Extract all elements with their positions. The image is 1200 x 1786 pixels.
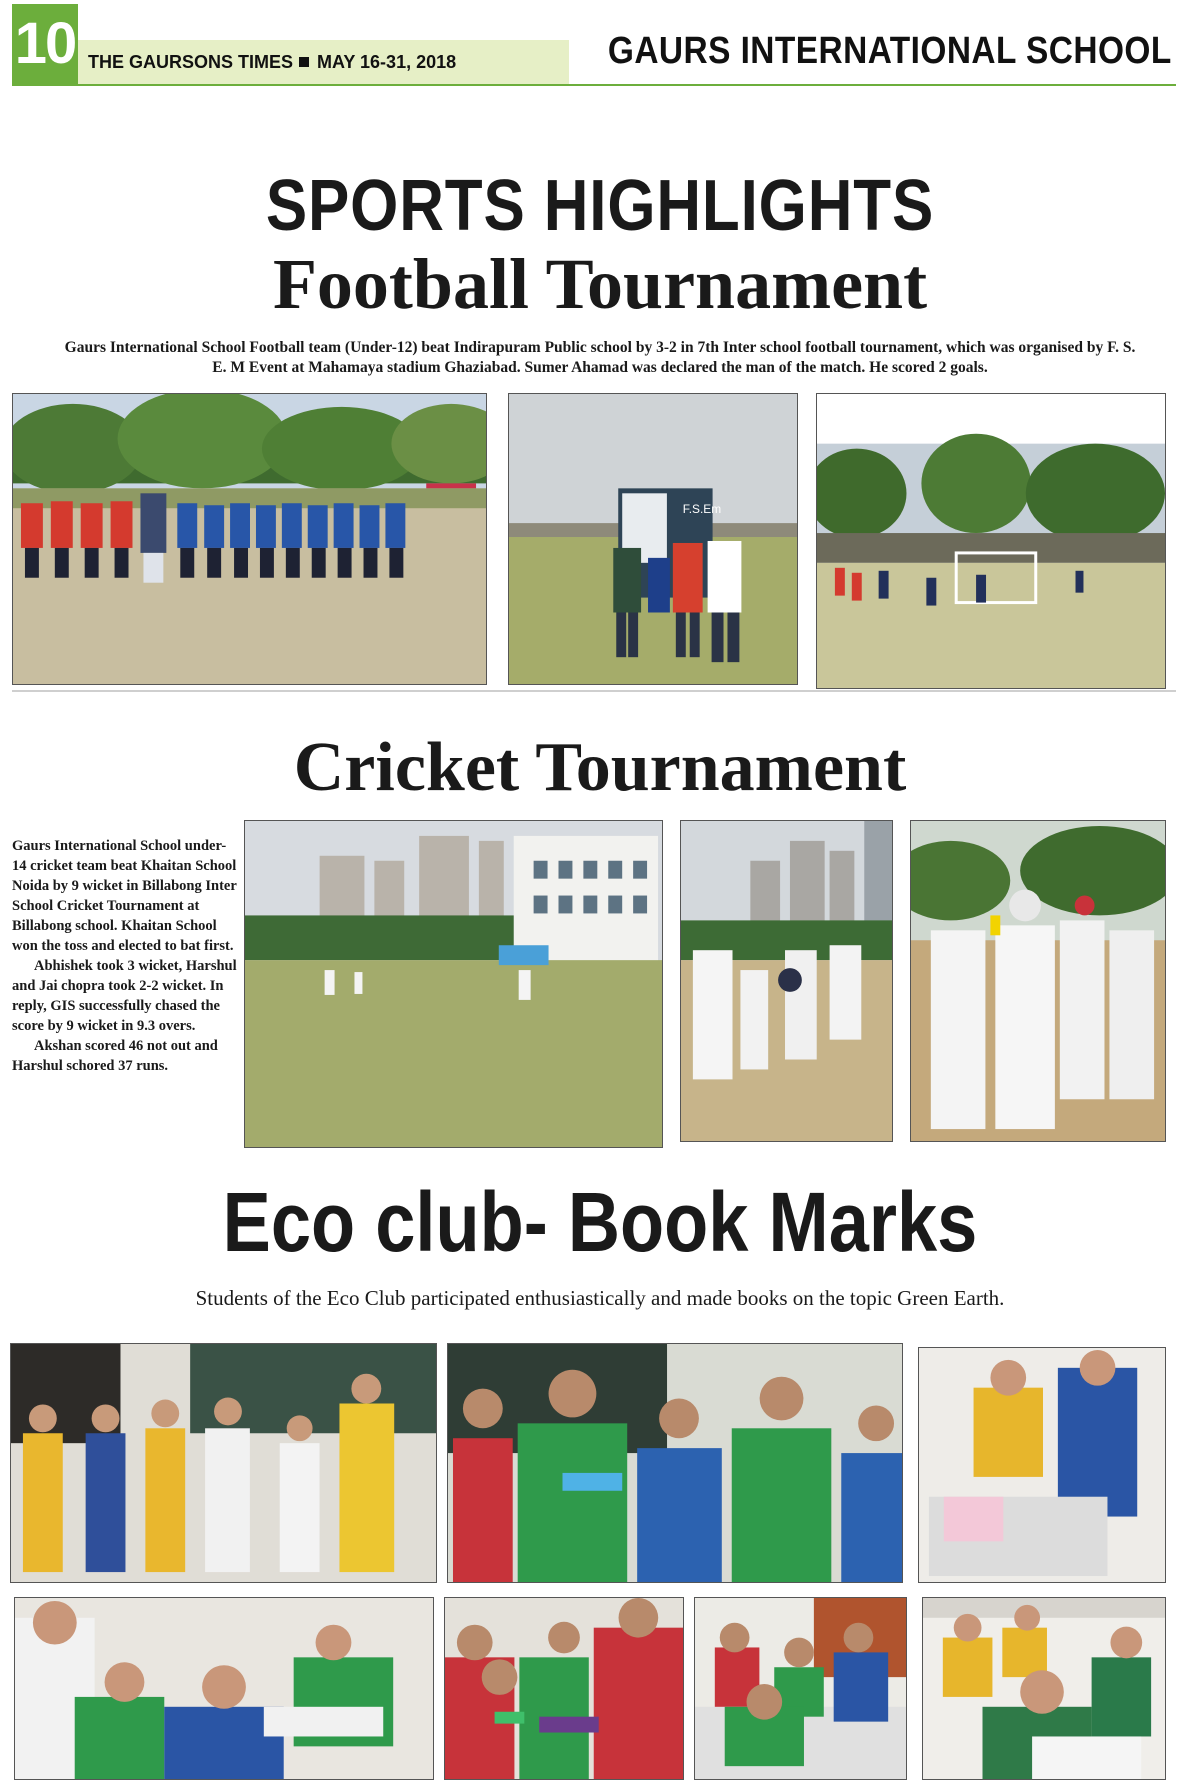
eco-craft-photo-5 [922,1597,1166,1780]
eco-craft-photo-4 [694,1597,907,1780]
football-heading: Football Tournament [272,244,928,324]
cricket-paragraph-3: Akshan scored 46 not out and Harshul schored 37 runs. [12,1038,218,1074]
eco-group-photo-1 [10,1343,437,1583]
separator-square [299,57,309,67]
publication-name: THE GAURSONS TIMES [88,52,294,72]
header-rule [12,84,1176,86]
cricket-ground-photo [244,820,663,1148]
cricket-paragraph-2: Abhishek took 3 wicket, Harshul and Jai chopra took 2-2 wicket. In reply, GIS successfully chased the score by 9 wicket in 9.3 overs. [12,958,237,1034]
school-name: GAURS INTERNATIONAL SCHOOL [608,30,1172,72]
eco-craft-photo-3 [444,1597,684,1780]
section-divider [12,690,1176,692]
football-match-photo [816,393,1166,689]
football-article-text: Gaurs International School Football team (Under-12) beat Indirapuram Public school by 3-2 in 7th Inter school football tournament, which was organised by F. S. E. M Event at Mahamaya stadium Ghaziabad. Sumer Ahamad was declared the man of the match. He scored 2 goals. [64,339,1136,376]
eco-craft-photo-2 [14,1597,434,1780]
cricket-article [12,836,237,1076]
cricket-batsmen-photo [680,820,893,1142]
eco-craft-photo-1 [918,1347,1166,1583]
football-award-photo [508,393,798,685]
cricket-handshake-photo [910,820,1166,1142]
eco-club-heading: Eco club- Book Marks [222,1175,978,1269]
page-number: 10 [12,4,78,84]
cricket-paragraph-1: Gaurs International School under-14 cricket team beat Khaitan School Noida by 9 wicket in Billabong Inter School Cricket Tournament at Billabong school. Khaitan School won the toss and elected to bat first. [12,838,237,954]
issue-date: MAY 16-31, 2018 [317,52,457,72]
banner-text: F.S.Em [682,502,722,517]
eco-club-text: Students of the Eco Club participated enthusiastically and made books on the topic Green Earth. [195,1286,1005,1310]
football-team-photo [12,393,487,685]
masthead [78,40,569,84]
sports-highlights-heading: SPORTS HIGHLIGHTS [265,166,935,246]
eco-group-photo-2 [447,1343,903,1583]
cricket-heading: Cricket Tournament [293,729,907,806]
